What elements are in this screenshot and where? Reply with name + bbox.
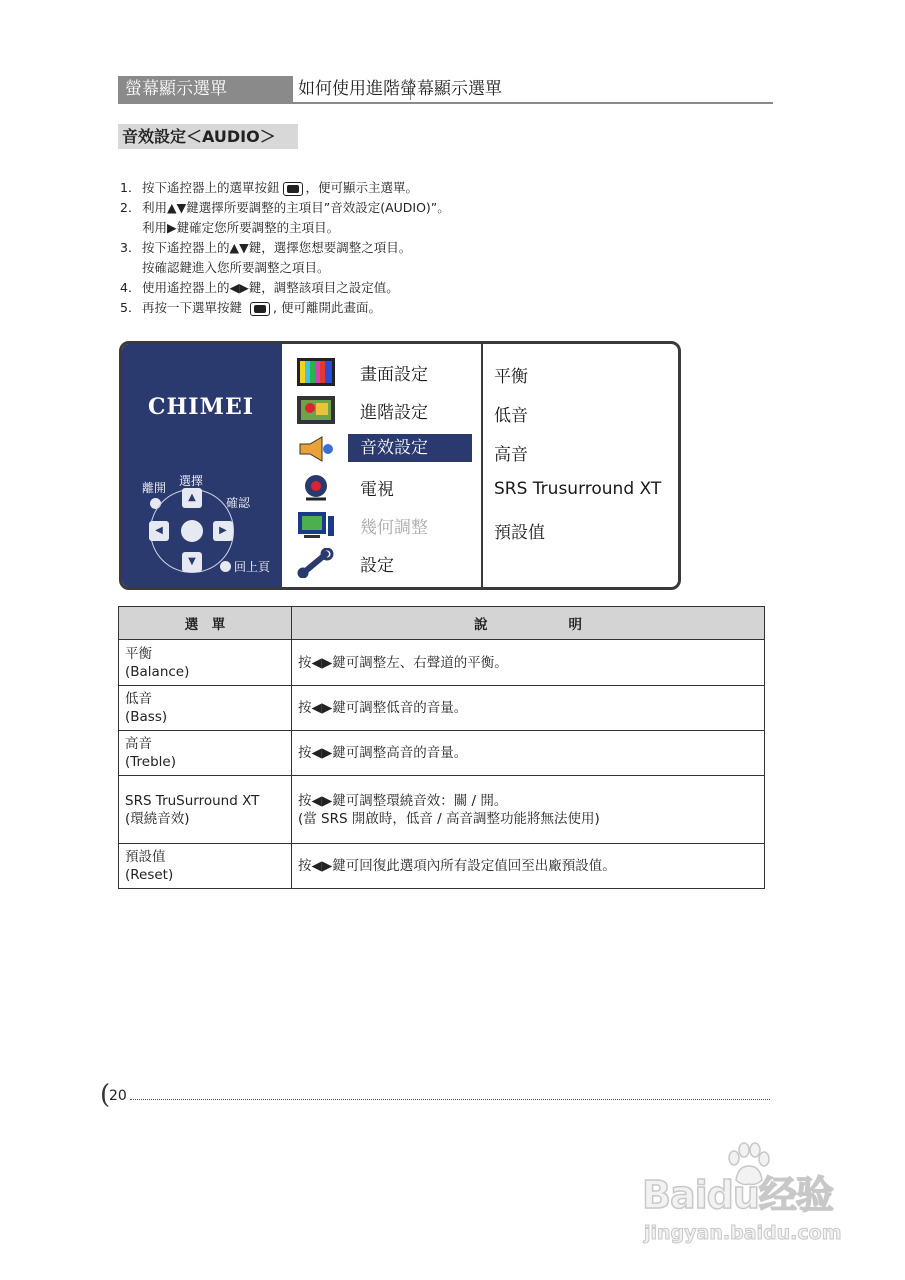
menu-item-audio: [282, 431, 482, 467]
table-header-row: [119, 607, 765, 640]
description-cell: [292, 776, 765, 844]
page-number: 20: [109, 1088, 127, 1104]
description-line: 按◀▶鍵可調整環繞音效：關 / 開。: [298, 792, 508, 809]
item-name: 低音: [125, 691, 152, 707]
item-cell: [119, 640, 292, 686]
menu-button-icon: [250, 302, 270, 316]
watermark-logo: Baidu经验: [642, 1173, 833, 1217]
description-cell: 按◀▶鍵可調整低音的音量。: [292, 686, 765, 731]
geometry-monitor-icon: [296, 510, 336, 540]
item-cell: [119, 731, 292, 776]
item-name-en: (Bass): [125, 709, 168, 725]
settings-description-table: [118, 606, 765, 889]
step-5: [120, 298, 680, 318]
tv-satellite-icon: [296, 472, 336, 502]
wrench-icon: [296, 548, 336, 578]
page-number-bracket: (: [100, 1080, 111, 1110]
select-label: 選擇: [179, 474, 204, 488]
back-key-icon: [220, 561, 231, 572]
step-text: 利用▲▼鍵選擇所要調整的主項目”音效設定(AUDIO)”。: [142, 200, 450, 215]
section-title: 音效設定＜AUDIO＞: [118, 124, 298, 149]
page-footer: [100, 1082, 772, 1112]
item-cell: [119, 844, 292, 889]
step-text: , 便可離開此畫面。: [273, 300, 381, 315]
step-1: [120, 178, 680, 198]
chimei-logo: CHIMEI: [148, 394, 254, 420]
item-cell: [119, 686, 292, 731]
back-label: 回上頁: [234, 560, 271, 574]
item-name: 高音: [125, 736, 152, 752]
menu-item-label: 音效設定: [348, 434, 472, 462]
header-rule: [118, 102, 773, 104]
step-number: 5.: [120, 300, 132, 315]
step-3: [120, 238, 680, 278]
step-number: 4.: [120, 280, 132, 295]
menu-item-label: 電視: [360, 480, 394, 500]
description-cell: 按◀▶鍵可回復此選項內所有設定值回至出廠預設值。: [292, 844, 765, 889]
column-header-menu: 選 單: [119, 607, 292, 640]
submenu-item: 預設值: [494, 523, 545, 543]
picture-icon: [296, 357, 336, 387]
header-title: 如何使用進階螢幕顯示選單: [298, 79, 502, 99]
step-number: 2.: [120, 200, 132, 215]
step-4: [120, 278, 680, 298]
table-row: [119, 686, 765, 731]
submenu-item: 低音: [494, 406, 528, 426]
table-row: [119, 731, 765, 776]
osd-divider: [481, 344, 483, 587]
column-header-description: 說 明: [292, 607, 765, 640]
item-name-en: (Balance): [125, 663, 190, 680]
menu-item-geometry: [282, 507, 482, 543]
menu-item-label: 設定: [360, 556, 394, 576]
submenu-item: 平衡: [494, 367, 528, 387]
advanced-icon: [296, 395, 336, 425]
footer-dotted-rule: [130, 1099, 770, 1100]
menu-item-label: 畫面設定: [360, 365, 428, 385]
menu-button-icon: [283, 182, 303, 196]
item-name: 平衡: [125, 645, 152, 662]
submenu-item: SRS Trusurround XT: [494, 479, 662, 499]
watermark-url: jingyan.baidu.com: [644, 1222, 842, 1244]
ok-key-icon: [181, 520, 203, 542]
submenu-item: 高音: [494, 445, 528, 465]
exit-label: 離開: [142, 481, 167, 495]
step-text-line2: 利用▶鍵確定您所要調整的主項目。: [142, 220, 340, 235]
osd-brand-panel: [122, 344, 282, 587]
dpad-icon: [150, 489, 234, 573]
menu-item-advanced: [282, 392, 482, 428]
table-row: [119, 776, 765, 844]
step-number: 3.: [120, 240, 132, 255]
menu-item-settings: [282, 545, 482, 581]
confirm-label: 確認: [226, 496, 251, 510]
menu-item-label: 幾何調整: [360, 518, 428, 538]
audio-icon: [296, 434, 336, 464]
down-arrow-icon: ▼: [182, 552, 202, 572]
step-text: 按下遙控器上的選單按鈕: [142, 180, 280, 195]
table-row: [119, 844, 765, 889]
item-name-en: (環繞音效): [125, 810, 190, 827]
up-arrow-icon: ▲: [182, 488, 202, 508]
osd-menu-illustration: [119, 341, 681, 590]
item-name-en: (Reset): [125, 867, 174, 883]
step-text: ，便可顯示主選單。: [305, 180, 419, 195]
description-cell: 按◀▶鍵可調整高音的音量。: [292, 731, 765, 776]
description-note: (當 SRS 開啟時，低音 / 高音調整功能將無法使用): [298, 810, 600, 827]
baidu-watermark: [642, 1140, 852, 1250]
step-2: [120, 198, 680, 238]
section-tab: 螢幕顯示選單: [118, 76, 293, 102]
page-header: [118, 76, 773, 104]
item-name: SRS TruSurround XT: [125, 792, 260, 809]
item-name: 預設值: [125, 849, 166, 865]
instruction-steps: [120, 178, 680, 318]
item-name-en: (Treble): [125, 754, 176, 770]
left-arrow-icon: ◀: [149, 521, 169, 541]
table-row: [119, 640, 765, 686]
item-cell: [119, 776, 292, 844]
menu-item-label: 進階設定: [360, 403, 428, 423]
step-text-line2: 按確認鍵進入您所要調整之項目。: [142, 260, 330, 275]
step-text: 使用遙控器上的◀▶鍵，調整該項目之設定值。: [142, 280, 399, 295]
description-cell: 按◀▶鍵可調整左、右聲道的平衡。: [292, 640, 765, 686]
osd-main-menu: [282, 344, 482, 587]
step-text: 再按一下選單按鍵: [142, 300, 243, 315]
step-number: 1.: [120, 180, 132, 195]
right-arrow-icon: ▶: [213, 521, 233, 541]
menu-item-picture: [282, 354, 482, 390]
menu-item-tv: [282, 469, 482, 505]
step-text: 按下遙控器上的▲▼鍵，選擇您想要調整之項目。: [142, 240, 412, 255]
